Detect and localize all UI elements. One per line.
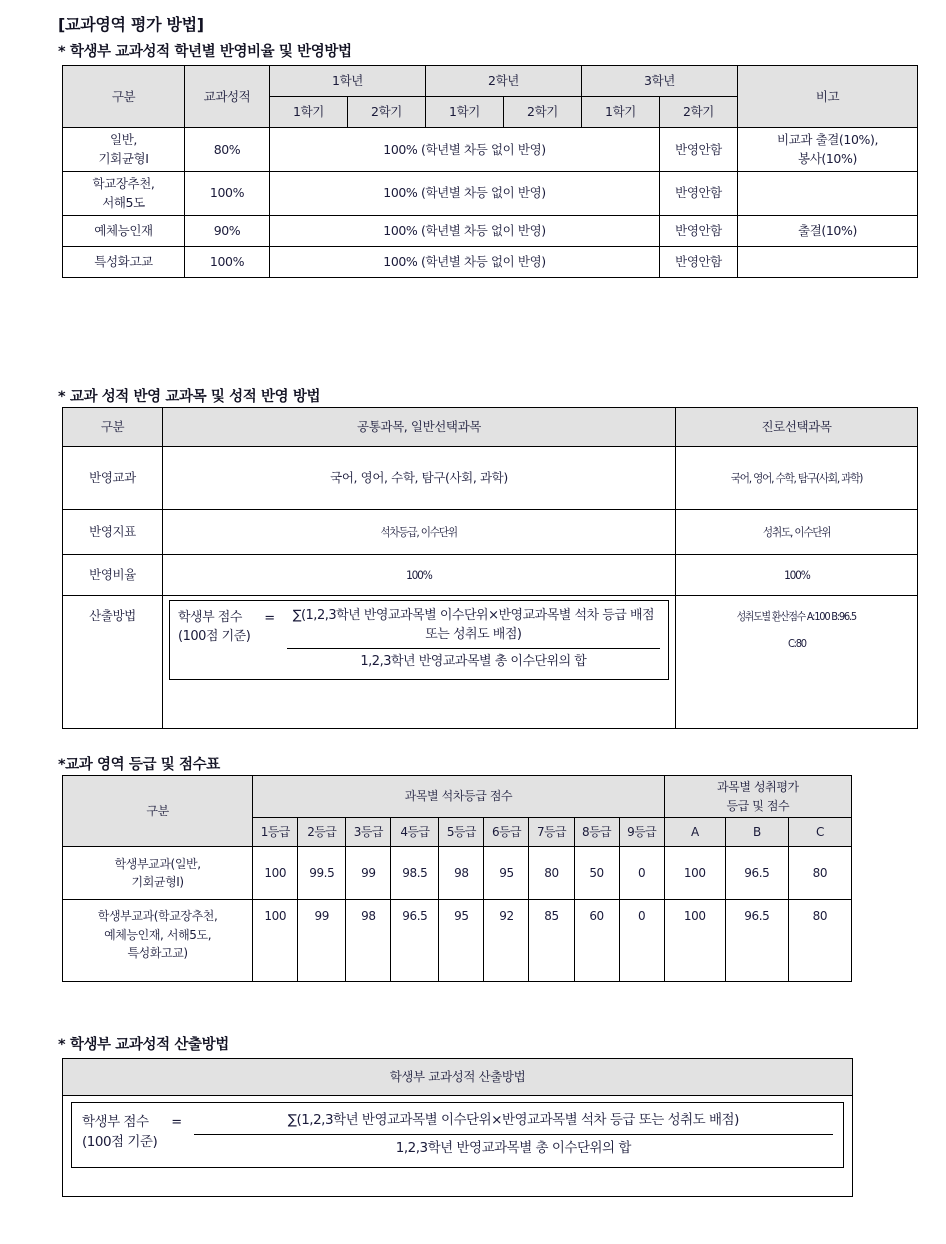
- row-2-career-text: 100%: [783, 568, 810, 583]
- row-1-rank-8: 60: [574, 900, 619, 982]
- header-rank-1: 1등급: [253, 818, 298, 847]
- table-row: [63, 555, 918, 596]
- table-formula-row: [63, 596, 918, 729]
- formula-lhs-line1: 학생부 점수: [82, 1114, 149, 1130]
- section-4-title: * 학생부 교과성적 산출방법: [58, 1037, 229, 1053]
- row-1-label-line1: 학생부교과(학교장추천,: [97, 909, 218, 924]
- row-1-achievement-a: 100: [664, 900, 725, 982]
- row-0-label-line1: 학생부교과(일반,: [114, 856, 201, 871]
- row-0-rank-4: 98.5: [391, 847, 439, 900]
- formula-lhs-line1: 학생부 점수: [178, 610, 242, 625]
- row-1-rank-9: 0: [619, 900, 664, 982]
- row-0-gubun: [63, 128, 185, 172]
- row-0-bigo-line2: 봉사(10%): [798, 151, 857, 167]
- formula-lhs-line2: (100점 기준): [82, 1133, 158, 1150]
- header-calculation-method: 학생부 교과성적 산출방법: [63, 1059, 853, 1096]
- section-1-title: * 학생부 교과성적 학년별 반영비율 및 반영방법: [58, 44, 352, 60]
- row-1-achievement-c: 80: [788, 900, 851, 982]
- row-1-rank-3: 98: [346, 900, 391, 982]
- row-3-ratio: 100%: [185, 246, 270, 277]
- row-0-rank-2: 99.5: [298, 847, 346, 900]
- row-1-career: [676, 510, 918, 555]
- table-grade-score-chart: [62, 775, 852, 982]
- row-0-rank-6: 95: [484, 847, 529, 900]
- header-achievement-line1: 과목별 성취평가: [716, 780, 799, 794]
- table-row: [63, 171, 918, 215]
- row-0-label: 반영교과: [63, 447, 163, 510]
- row-0-career: [676, 447, 918, 510]
- header-achievement-c: C: [788, 818, 851, 847]
- row-2-not-reflect: 반영안함: [660, 215, 738, 246]
- page-title: [교과영역 평가 방법]: [58, 15, 204, 34]
- formula-box: [71, 1102, 844, 1168]
- header-rank-5: 5등급: [439, 818, 484, 847]
- row-0-career-text: 국어, 영어, 수학, 탐구(사회, 과학): [730, 471, 863, 486]
- row-1-common-text: 석차등급, 이수단위: [380, 525, 458, 540]
- header-rank-6: 6등급: [484, 818, 529, 847]
- row-1-rank-1: 100: [253, 900, 298, 982]
- row-1-career-text: 성취도, 이수단위: [762, 525, 831, 540]
- row-1-not-reflect: 반영안함: [660, 171, 738, 215]
- table-header-row: [63, 776, 852, 818]
- header-semester-3-2: 2학기: [660, 97, 738, 128]
- header-grade-1: 1학년: [270, 66, 426, 97]
- row-1-label: [63, 900, 253, 982]
- row-0-rank-3: 99: [346, 847, 391, 900]
- row-0-label: [63, 847, 253, 900]
- row-0-rank-9: 0: [619, 847, 664, 900]
- row-1-label-line3: 특성화고교): [127, 946, 188, 961]
- row-0-reflect: 100% (학년별 차등 없이 반영): [270, 128, 660, 172]
- row-1-rank-7: 85: [529, 900, 574, 982]
- row-1-rank-4: 96.5: [391, 900, 439, 982]
- section-3-title: *교과 영역 등급 및 점수표: [58, 757, 220, 773]
- table-header-row: [63, 66, 918, 97]
- header-rank-8: 8등급: [574, 818, 619, 847]
- row-0-not-reflect: 반영안함: [660, 128, 738, 172]
- row-2-gubun: 예체능인재: [63, 215, 185, 246]
- row-1-gubun-line2: 서해5도: [102, 195, 145, 211]
- row-2-common-text: 100%: [406, 568, 432, 583]
- career-conversion-line2: [679, 633, 914, 652]
- header-rank-4: 4등급: [391, 818, 439, 847]
- formula-fraction: [194, 1111, 833, 1158]
- header-semester-1-1: 1학기: [270, 97, 348, 128]
- row-0-achievement-b: 96.5: [725, 847, 788, 900]
- row-2-bigo: 출결(10%): [738, 215, 918, 246]
- row-3-bigo: [738, 246, 918, 277]
- formula-box: [169, 600, 669, 680]
- table-header-row: [63, 408, 918, 447]
- table-row: [63, 128, 918, 172]
- row-0-achievement-a: 100: [664, 847, 725, 900]
- header-gubun: 구분: [63, 408, 163, 447]
- header-semester-1-2: 2학기: [348, 97, 426, 128]
- row-1-label-line2: 예체능인재, 서해5도,: [104, 927, 212, 942]
- formula-left-side: [82, 1111, 157, 1152]
- header-gubun: 구분: [63, 66, 185, 128]
- section-2-title: * 교과 성적 반영 교과목 및 성적 반영 방법: [58, 389, 321, 405]
- table-formula-row: [63, 1096, 853, 1197]
- header-semester-2-1: 1학기: [426, 97, 504, 128]
- table-score-calculation-method: [62, 1058, 853, 1197]
- row-1-rank-2: 99: [298, 900, 346, 982]
- row-1-bigo: [738, 171, 918, 215]
- formula-numerator: ∑(1,2,3학년 반영교과목별 이수단위×반영교과목별 석차 등급 또는 성취도 배점): [287, 1112, 739, 1128]
- row-0-gubun-line1: 일반,: [110, 132, 137, 147]
- header-semester-3-1: 1학기: [582, 97, 660, 128]
- header-common-subjects: 공통과목, 일반선택과목: [163, 408, 676, 447]
- table-row: [63, 246, 918, 277]
- row-3-formula-cell: [163, 596, 676, 729]
- row-0-ratio: 80%: [185, 128, 270, 172]
- table-row: [63, 215, 918, 246]
- header-gyogwa-score: 교과성적: [185, 66, 270, 128]
- row-0-common: 국어, 영어, 수학, 탐구(사회, 과학): [163, 447, 676, 510]
- formula-equals-sign: =: [171, 1115, 182, 1130]
- row-3-not-reflect: 반영안함: [660, 246, 738, 277]
- table-grade-reflection-ratio: [62, 65, 918, 278]
- table-row: [63, 510, 918, 555]
- row-0-label-line2: 기회균형Ⅰ): [131, 875, 184, 890]
- formula-denominator: 1,2,3학년 반영교과목별 총 이수단위의 합: [360, 653, 587, 669]
- formula-denominator: 1,2,3학년 반영교과목별 총 이수단위의 합: [395, 1139, 631, 1156]
- header-achievement-b: B: [725, 818, 788, 847]
- header-grade-3: 3학년: [582, 66, 738, 97]
- row-0-gubun-line2: 기회균형Ⅰ: [98, 151, 149, 167]
- row-1-achievement-b: 96.5: [725, 900, 788, 982]
- row-0-rank-1: 100: [253, 847, 298, 900]
- table-row: [63, 847, 852, 900]
- career-conversion-text-1: 성취도별 환산점수 A:100 B:96.5: [736, 610, 857, 623]
- row-0-rank-5: 98: [439, 847, 484, 900]
- row-0-bigo: [738, 128, 918, 172]
- header-rank-9: 9등급: [619, 818, 664, 847]
- row-1-rank-5: 95: [439, 900, 484, 982]
- row-0-rank-8: 50: [574, 847, 619, 900]
- table-row: [63, 447, 918, 510]
- header-achievement-line2: 등급 및 점수: [726, 798, 790, 813]
- row-3-career: [676, 596, 918, 729]
- row-3-reflect: 100% (학년별 차등 없이 반영): [270, 246, 660, 277]
- header-career-subjects: 진로선택과목: [676, 408, 918, 447]
- header-gubun: 구분: [63, 776, 253, 847]
- header-achievement-group: [664, 776, 851, 818]
- header-bigo: 비고: [738, 66, 918, 128]
- table-row: [63, 900, 852, 982]
- table-subject-reflection-method: [62, 407, 918, 729]
- formula-fraction: [287, 607, 660, 672]
- row-1-label: 반영지표: [63, 510, 163, 555]
- row-3-gubun: 특성화고교: [63, 246, 185, 277]
- row-0-bigo-line1: 비교과 출결(10%),: [776, 132, 879, 147]
- row-2-common: [163, 555, 676, 596]
- header-rank-score-group: 과목별 석차등급 점수: [253, 776, 665, 818]
- row-0-achievement-c: 80: [788, 847, 851, 900]
- header-rank-3: 3등급: [346, 818, 391, 847]
- row-2-label: 반영비율: [63, 555, 163, 596]
- header-semester-2-2: 2학기: [504, 97, 582, 128]
- row-0-rank-7: 80: [529, 847, 574, 900]
- row-3-label: 산출방법: [63, 596, 163, 729]
- formula-left-side: [178, 607, 250, 647]
- row-2-career: [676, 555, 918, 596]
- career-conversion-line1: [679, 606, 914, 625]
- career-conversion-text-2: C:80: [787, 637, 806, 651]
- row-1-ratio: 100%: [185, 171, 270, 215]
- header-grade-2: 2학년: [426, 66, 582, 97]
- row-1-rank-6: 92: [484, 900, 529, 982]
- header-achievement-a: A: [664, 818, 725, 847]
- formula-lhs-line2: (100점 기준): [178, 628, 251, 644]
- header-rank-7: 7등급: [529, 818, 574, 847]
- row-2-reflect: 100% (학년별 차등 없이 반영): [270, 215, 660, 246]
- formula-cell: [63, 1096, 853, 1197]
- formula-numerator: ∑(1,2,3학년 반영교과목별 이수단위×반영교과목별 석차 등급 배점 또는 성취도 배점): [292, 608, 655, 642]
- header-rank-2: 2등급: [298, 818, 346, 847]
- table-header-row: [63, 1059, 853, 1096]
- row-1-common: [163, 510, 676, 555]
- formula-equals-sign: =: [264, 611, 275, 626]
- row-1-gubun-line1: 학교장추천,: [92, 175, 155, 191]
- row-1-reflect: 100% (학년별 차등 없이 반영): [270, 171, 660, 215]
- row-1-gubun: [63, 171, 185, 215]
- row-2-ratio: 90%: [185, 215, 270, 246]
